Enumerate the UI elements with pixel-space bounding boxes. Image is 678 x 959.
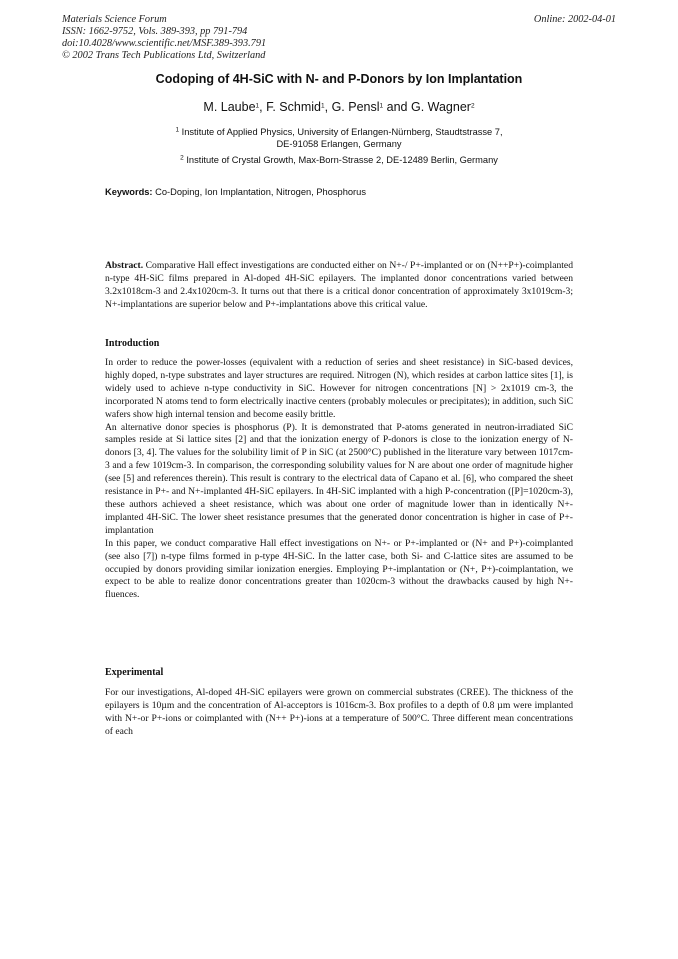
experimental-paragraph-1: For our investigations, Al-doped 4H-SiC epilayers were grown on commercial substrates (CREE). The thickness of the epilayers is 10µm and the concentration of Al-acceptors is 1016cm-3. Box profiles to a depth of 0.8 µm were implanted with N+-or P+-ions or coimplanted with (N++ P+)-ions at a temperature of 500°C. Three different mean concentrations of each — [105, 687, 573, 737]
abstract — [105, 260, 573, 312]
introduction-body — [105, 357, 573, 602]
online-date: Online: 2002-04-01 — [533, 14, 616, 25]
copyright-line: © 2002 Trans Tech Publications Ltd, Switzerland — [62, 50, 266, 61]
keywords-label: Keywords: — [105, 187, 153, 197]
journal-name: Materials Science Forum — [62, 14, 167, 25]
paper-title: Codoping of 4H-SiC with N- and P-Donors by Ion Implantation — [155, 72, 523, 86]
author-2: F. Schmid — [266, 100, 321, 114]
section-heading-experimental: Experimental — [105, 667, 164, 678]
author-4: G. Wagner — [410, 100, 471, 114]
abstract-text: Comparative Hall effect investigations are conducted either on N+-/ P+-implanted or on (N++P+)-coimplanted n-type 4H-SiC films prepared in Al-doped 4H-SiC epilayers. The implanted donor concentrations varied between 3.2x1018cm-3 and 2.4x1020cm-3. It turns out that there is a critical donor concentration of approximately 3x1019cm-3; N+-implantations are superior below and P+-implantations above this critical value. — [105, 260, 573, 310]
affiliation-2: $^2$ Institute of Crystal Growth, Max-Born-Strasse 2, DE-12489 Berlin, Germany — [180, 154, 498, 165]
issn-line: ISSN: 1662-9752, Vols. 389-393, pp 791-794 — [62, 26, 248, 37]
intro-paragraph-2: An alternative donor species is phosphorus (P). It is demonstrated that P-atoms generated in neutron-irradiated SiC samples reside at Si lattice sites [2] and that the ionization energy of P-donors is close to the ionization energy of N-donors [3, 4]. The values for the solubility limit of P in SiC (at 2500°C) published in the literature vary between 1017cm-3 and a few 1019cm-3. In comparison, the corresponding solubility values for N are about one order of magnitude higher (see [5] and references therein). This result is contrary to the electrical data of Capano et al. [6], who compared the sheet resistance in P+- and N+-implanted 4H-SiC epilayers. In 4H-SiC implanted with a high P-concentration ([P]=1020cm-3), these authors achieved a sheet resistance, which was about one order of magnitude lower than in identically N+- implanted 4H-SiC. The lower sheet resistance presumes that the generated donor concentration is higher in case of P+-implantation — [105, 421, 573, 536]
author-list: M. Laube$^1$, F. Schmid$^1$, G. Pensl$^1$ and G. Wagner$^2$ — [203, 100, 475, 114]
author-3: G. Pensl — [331, 100, 380, 114]
intro-paragraph-1: In order to reduce the power-losses (equivalent with a reduction of series and sheet resistance) in SiC-based devices, highly doped, n-type substrates and layer structures are required. Nitrogen (N), which resides at carbon lattice sites [1], is widely used to achieve n-type conductivity in SiC. However for nitrogen concentrations [N] > 2x1019 cm-3, the incorporated N atoms tend to form electrically inactive centers (probably molecules or precipitates); in addition, such SiC wafers show high internal tension and become easily brittle. — [105, 357, 573, 420]
intro-paragraph-3: In this paper, we conduct comparative Hall effect investigations on N+- or P+-implanted or (N+ and P+)-coimplanted (see also [7]) n-type films formed in p-type 4H-SiC. In the latter case, both Si- and C-lattice sites are assumed to be occupied by donors providing similar ionization energies. Employing P+-implantation or (N+, P+)-coimplantation, we expect to be able to realize donor concentrations greater than 1020cm-3 without the drawbacks caused by high N+-fluences. — [105, 537, 573, 601]
section-heading-introduction: Introduction — [105, 338, 160, 349]
journal-header — [62, 14, 266, 62]
experimental-body — [105, 687, 573, 739]
doi-link[interactable]: doi:10.4028/www.scientific.net/MSF.389-393.791 — [62, 38, 267, 49]
author-1: M. Laube — [203, 100, 256, 114]
keywords-text: Co-Doping, Ion Implantation, Nitrogen, Phosphorus — [155, 187, 366, 197]
abstract-label: Abstract. — [105, 260, 144, 271]
keywords — [105, 187, 366, 197]
affiliation-1: $^1$ Institute of Applied Physics, University of Erlangen-Nürnberg, Staudtstrasse 7, DE-91058 Erlangen, Germany — [175, 126, 503, 149]
